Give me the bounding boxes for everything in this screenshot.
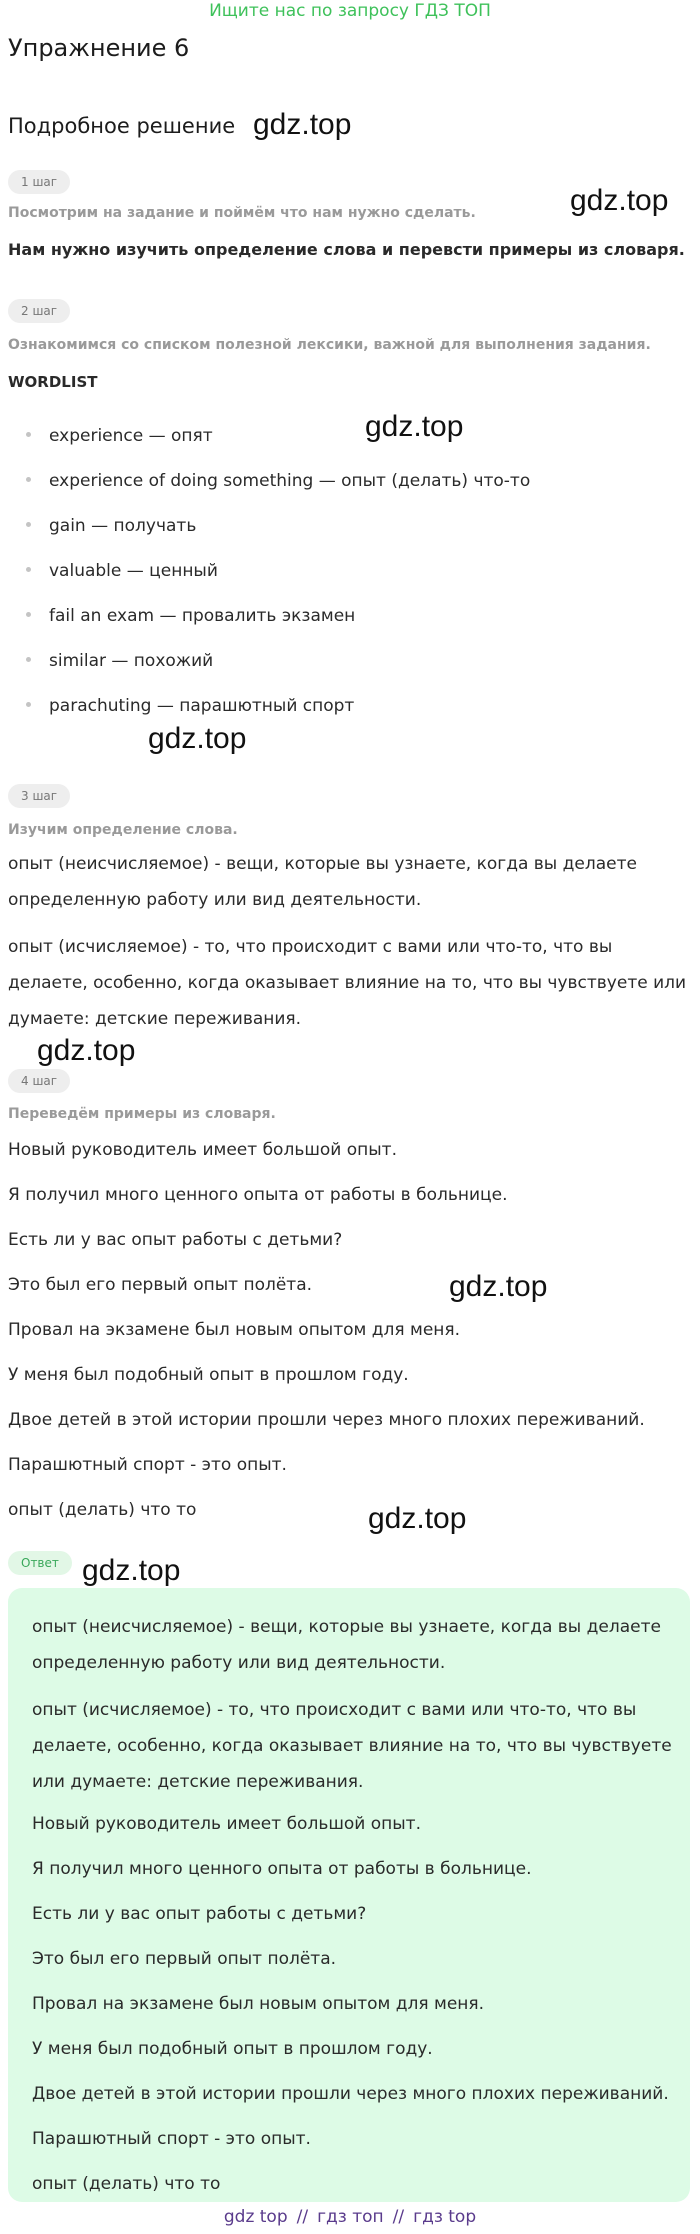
answer-line: Парашютный спорт - это опыт. <box>32 2129 311 2149</box>
wordlist-title: WORDLIST <box>8 373 98 391</box>
page-title: Упражнение 6 <box>8 34 190 62</box>
wordlist-item: fail an exam — провалить экзамен <box>26 606 355 626</box>
answer-line: Есть ли у вас опыт работы с детьми? <box>32 1904 367 1924</box>
example-line: Парашютный спорт - это опыт. <box>8 1455 287 1475</box>
answer-definition: опыт (неисчисляемое) - вещи, которые вы узнаете, когда вы делаете определенную работу или вид деятельности. <box>32 1617 661 1673</box>
wordlist-item: gain — получать <box>26 516 196 536</box>
watermark: gdz.top <box>365 410 464 443</box>
example-line: Провал на экзамене был новым опытом для меня. <box>8 1320 461 1340</box>
wordlist-item: valuable — ценный <box>26 561 218 581</box>
definition-paragraph: опыт (исчисляемое) - то, что происходит с вами или что-то, что вы делаете, особенно, когда оказывает влияние на то, что вы чувствуете или думаете: детские переживания. <box>8 937 687 1029</box>
answer-line: У меня был подобный опыт в прошлом году. <box>32 2039 433 2059</box>
step-description: Ознакомимся со списком полезной лексики, важной для выполнения задания. <box>8 337 651 353</box>
example-line: Новый руководитель имеет большой опыт. <box>8 1140 397 1160</box>
example-line: Двое детей в этой истории прошли через много плохих переживаний. <box>8 1410 645 1430</box>
footer-link[interactable]: гдз top <box>413 2207 477 2227</box>
watermark: gdz.top <box>82 1554 181 1587</box>
footer-link[interactable]: gdz top <box>223 2207 288 2227</box>
answer-line: Новый руководитель имеет большой опыт. <box>32 1814 421 1834</box>
example-line: Есть ли у вас опыт работы с детьми? <box>8 1230 343 1250</box>
answer-line: Я получил много ценного опыта от работы в больнице. <box>32 1859 532 1879</box>
wordlist-item: experience — опят <box>26 426 213 446</box>
step-description: Переведём примеры из словаря. <box>8 1106 276 1122</box>
step-badge: 2 шаг <box>8 299 70 323</box>
example-line: опыт (делать) что то <box>8 1500 197 1520</box>
example-line: У меня был подобный опыт в прошлом году. <box>8 1365 409 1385</box>
footer-separator: // <box>296 2207 309 2227</box>
solution-heading: Подробное решение <box>8 114 236 138</box>
answer-line: Это был его первый опыт полёта. <box>32 1949 337 1969</box>
step-description: Изучим определение слова. <box>8 822 238 838</box>
wordlist-item: parachuting — парашютный спорт <box>26 696 354 716</box>
watermark: gdz.top <box>148 722 247 755</box>
step-description: Посмотрим на задание и поймём что нам нужно сделать. <box>8 205 476 221</box>
task-summary: Нам нужно изучить определение слова и перевсти примеры из словаря. <box>8 240 685 259</box>
watermark: gdz.top <box>37 1034 136 1067</box>
example-line: Это был его первый опыт полёта. <box>8 1275 313 1295</box>
wordlist-item: similar — похожий <box>26 651 213 671</box>
top-banner[interactable]: Ищите нас по запросу ГДЗ ТОП <box>209 1 491 21</box>
example-line: Я получил много ценного опыта от работы в больнице. <box>8 1185 508 1205</box>
step-badge: 4 шаг <box>8 1069 70 1093</box>
footer-separator: // <box>392 2207 405 2227</box>
watermark: gdz.top <box>449 1270 548 1303</box>
answer-line: опыт (делать) что то <box>32 2174 221 2194</box>
answer-badge: Ответ <box>8 1551 72 1575</box>
definition-paragraph: опыт (неисчисляемое) - вещи, которые вы узнаете, когда вы делаете определенную работу или вид деятельности. <box>8 854 637 910</box>
step-badge: 1 шаг <box>8 170 70 194</box>
watermark: gdz.top <box>368 1502 467 1535</box>
footer-link[interactable]: гдз топ <box>317 2207 384 2227</box>
answer-line: Провал на экзамене был новым опытом для меня. <box>32 1994 485 2014</box>
step-badge: 3 шаг <box>8 784 70 808</box>
footer-links <box>0 2207 700 2227</box>
wordlist-item: experience of doing something — опыт (делать) что-то <box>26 471 530 491</box>
answer-definition: опыт (исчисляемое) - то, что происходит с вами или что-то, что вы делаете, особенно, когда оказывает влияние на то, что вы чувствуете или думаете: детские переживания. <box>32 1700 672 1792</box>
watermark: gdz.top <box>570 184 669 217</box>
answer-line: Двое детей в этой истории прошли через много плохих переживаний. <box>32 2084 669 2104</box>
watermark: gdz.top <box>253 108 352 141</box>
